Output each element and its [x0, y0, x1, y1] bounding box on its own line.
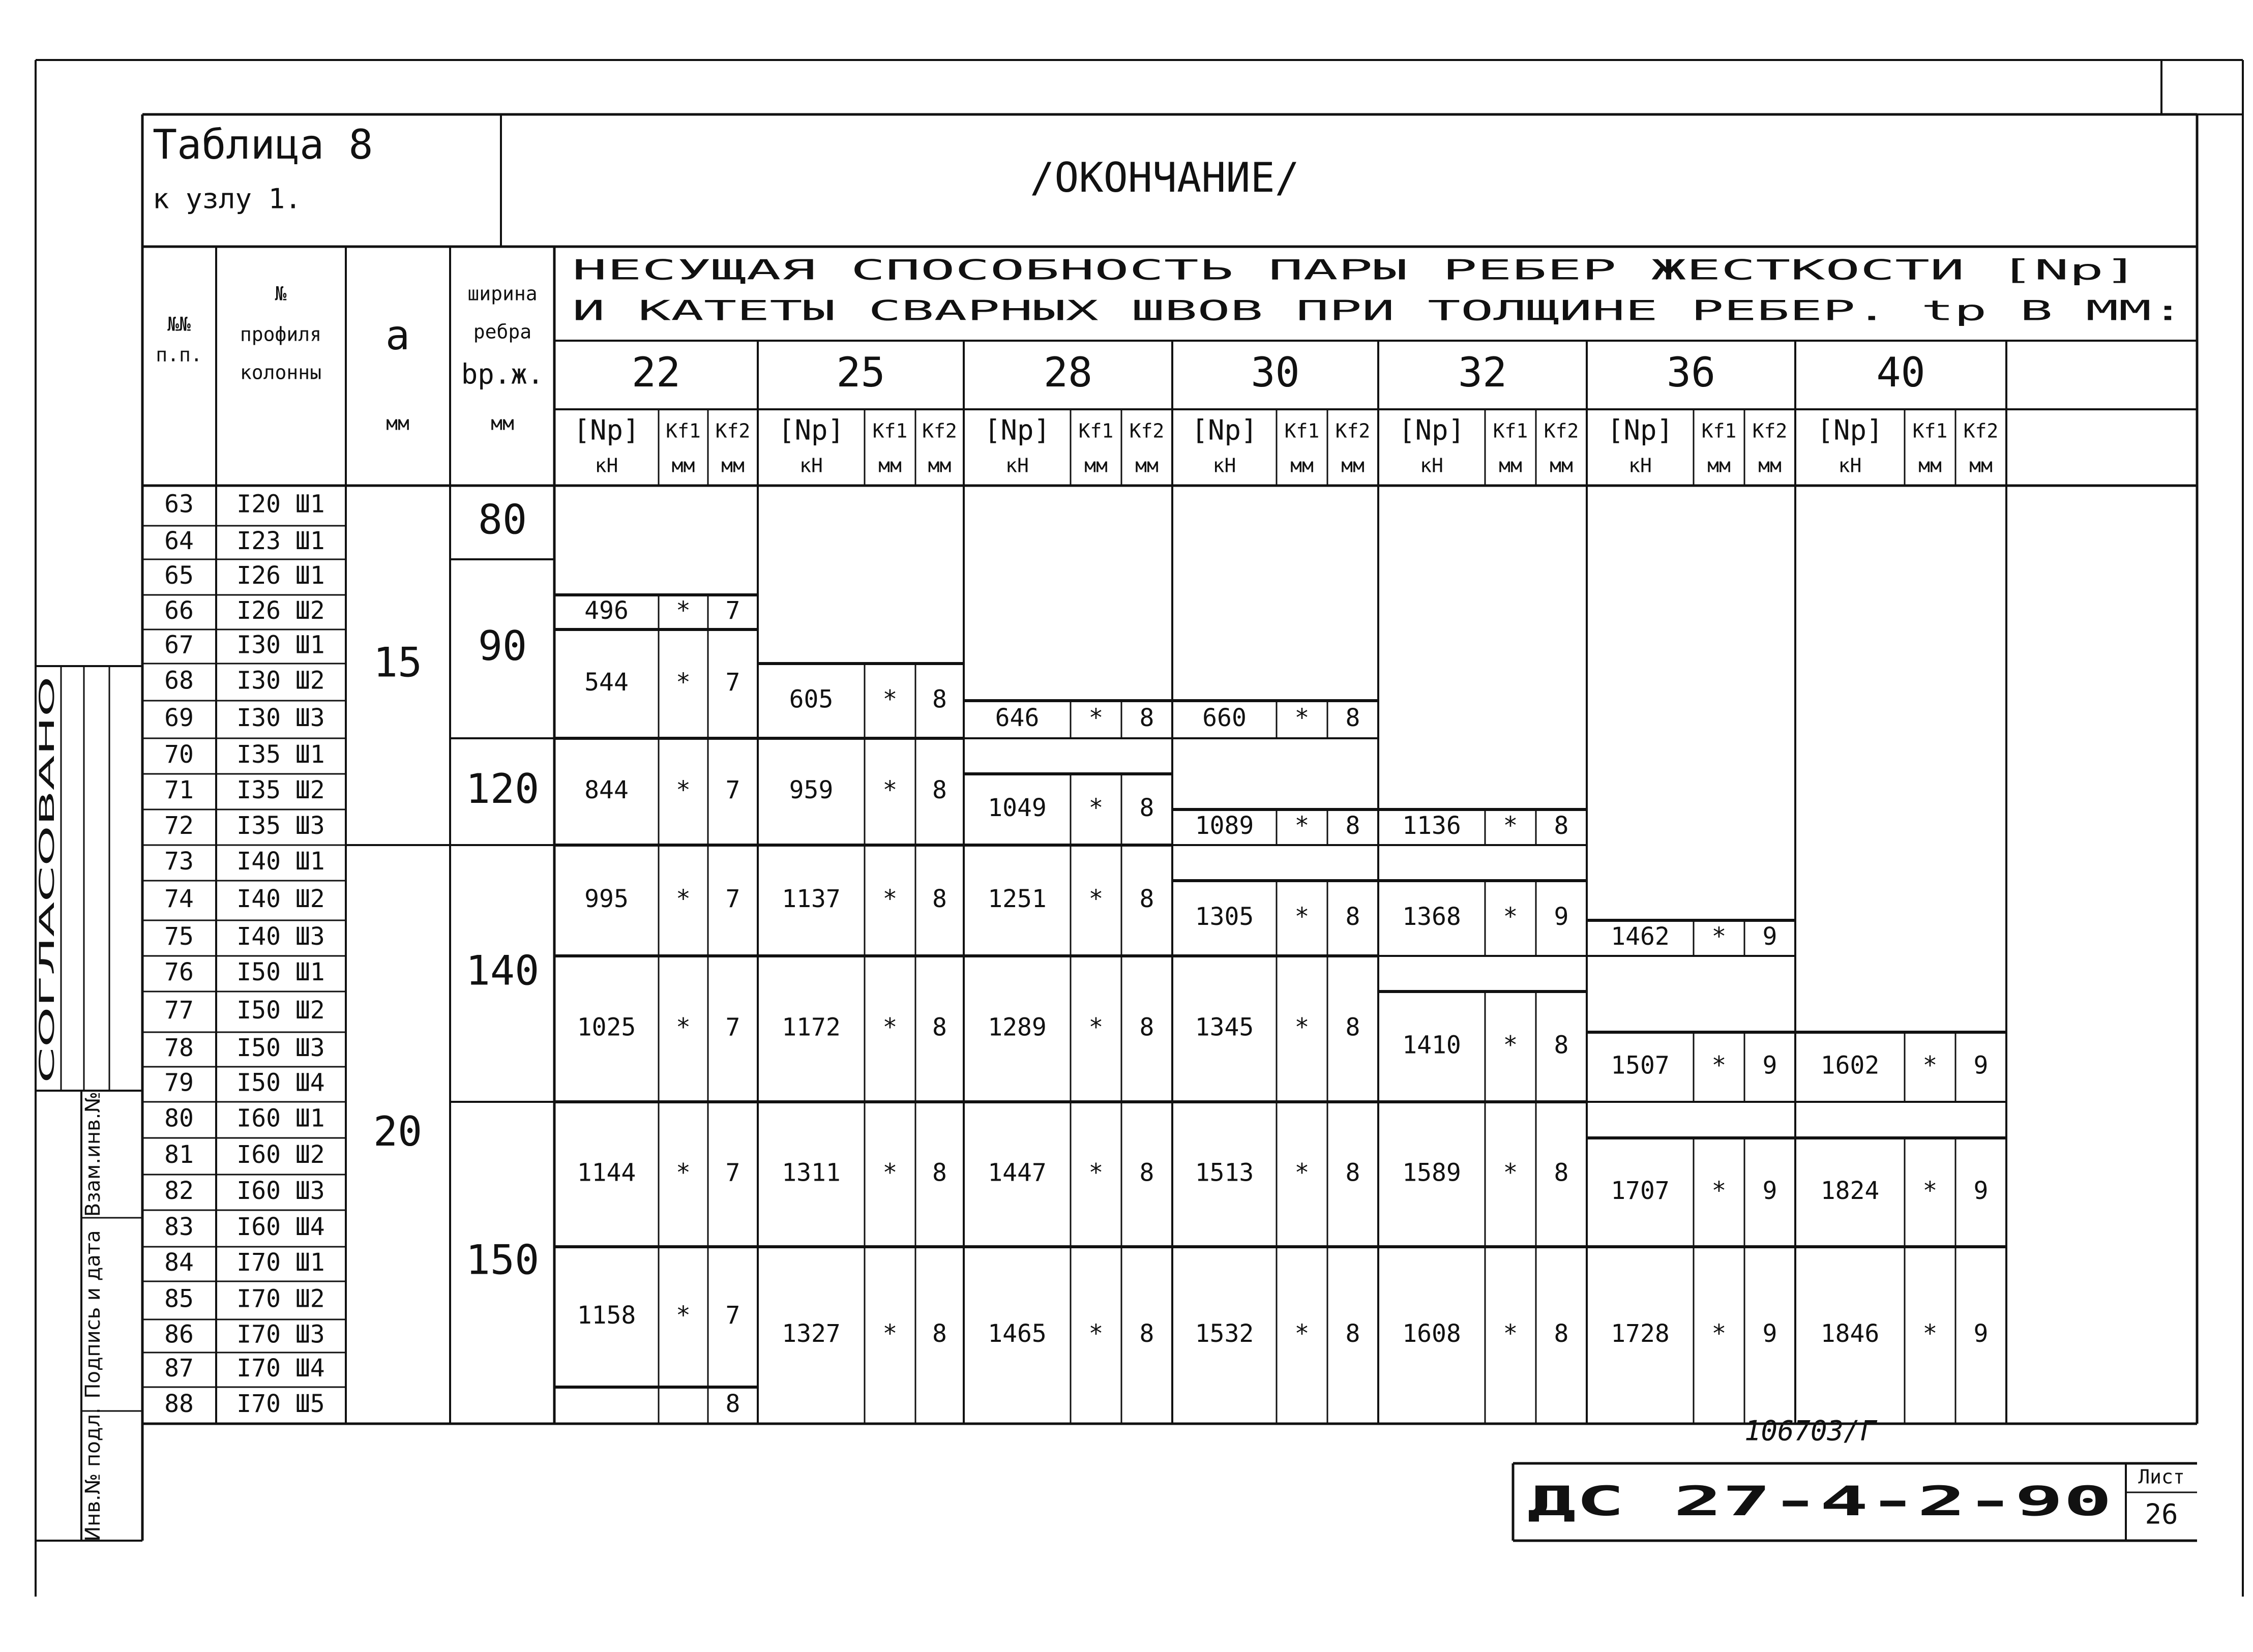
kf1-subheader: Kf1 [1284, 419, 1320, 442]
row-number: 73 [164, 847, 194, 876]
column-profile: I70 Ш5 [236, 1390, 325, 1418]
column-profile: I26 Ш1 [236, 561, 325, 590]
column-profile: I35 Ш1 [236, 740, 325, 769]
capacity-np-value: 646 [995, 704, 1040, 732]
row-number: 85 [164, 1284, 194, 1313]
row-number: 66 [164, 596, 194, 625]
np-unit: кН [1420, 454, 1443, 477]
kf1-value: * [1503, 1158, 1518, 1187]
column-profile: I60 Ш1 [236, 1104, 325, 1133]
field-signature-date: Подпись и дата [81, 1230, 105, 1399]
column-profile: I50 Ш2 [236, 996, 325, 1025]
row-number: 68 [164, 666, 194, 695]
kf2-value: 7 [725, 885, 740, 913]
thickness-40: 40 [1876, 348, 1925, 396]
thickness-36: 36 [1666, 348, 1716, 396]
thickness-22: 22 [631, 348, 681, 396]
column-profile: I30 Ш2 [236, 666, 325, 695]
kf1-value: * [1711, 1319, 1727, 1348]
kf1-value: * [1294, 1013, 1310, 1042]
kf2-value: 9 [1762, 1051, 1777, 1080]
capacity-header-line2: И КАТЕТЫ СВАРНЫХ ШВОВ ПРИ ТОЛЩИНЕ РЕБЕР. tр В ММ: [572, 294, 2184, 327]
table-grid-lines [36, 60, 2243, 1597]
kf2-value: 8 [1345, 1319, 1360, 1348]
kf2-value: 8 [1554, 812, 1569, 840]
column-profile: I23 Ш1 [236, 527, 325, 555]
a-value: 20 [373, 1107, 423, 1155]
row-number: 75 [164, 922, 194, 951]
capacity-np-value: 1410 [1402, 1031, 1461, 1060]
kf1-value: * [1088, 1013, 1104, 1042]
kf1-value: * [676, 1158, 691, 1187]
kf1-value: * [882, 1013, 898, 1042]
kf2-value: 9 [1762, 922, 1777, 951]
kf2-value: 8 [1554, 1031, 1569, 1060]
kf1-value: * [1294, 903, 1310, 931]
num-header-line1: №№ [167, 313, 191, 336]
np-subheader: [Nр] [573, 414, 640, 446]
capacity-np-value: 660 [1202, 704, 1247, 732]
kf1-value: * [882, 885, 898, 913]
kf1-value: * [1088, 885, 1104, 913]
capacity-np-value: 1089 [1195, 812, 1254, 840]
column-profile: I70 Ш4 [236, 1354, 325, 1383]
column-profile: I50 Ш3 [236, 1034, 325, 1062]
kf2-subheader: Kf2 [1335, 419, 1371, 442]
row-number: 80 [164, 1104, 194, 1133]
column-profile: I26 Ш2 [236, 596, 325, 625]
np-subheader: [Nр] [778, 414, 845, 446]
capacity-np-value: 1589 [1402, 1158, 1461, 1187]
kf1-value: * [882, 1319, 898, 1348]
kf2-value: 8 [1345, 1013, 1360, 1042]
document-code: ДС 27-4-2-90 [1527, 1477, 2112, 1525]
capacity-np-value: 1289 [988, 1013, 1047, 1042]
a-header: a [385, 311, 410, 359]
column-profile: I40 Ш2 [236, 885, 325, 913]
field-replaced-inv: Взам.инв.№ [81, 1091, 105, 1217]
kf2-value: 8 [725, 1390, 740, 1418]
capacity-np-value: 1507 [1611, 1051, 1670, 1080]
kf2-value: 8 [1345, 903, 1360, 931]
column-profile: I60 Ш2 [236, 1140, 325, 1169]
width-unit: мм [491, 412, 514, 435]
kf2-value: 8 [1345, 1158, 1360, 1187]
rib-width-value: 140 [465, 947, 540, 995]
column-profile: I60 Ш3 [236, 1177, 325, 1205]
kf2-value: 8 [1139, 794, 1154, 822]
row-number: 81 [164, 1140, 194, 1169]
kf1-subheader: Kf1 [1701, 419, 1737, 442]
kf1-value: * [1922, 1319, 1938, 1348]
np-subheader: [Nр] [984, 414, 1051, 446]
profile-header-line2: профиля [240, 323, 322, 346]
capacity-np-value: 1846 [1820, 1319, 1880, 1348]
kf2-value: 7 [725, 1158, 740, 1187]
capacity-np-value: 1602 [1820, 1051, 1880, 1080]
width-header-line1: ширина [467, 282, 538, 305]
kf2-unit: мм [1341, 454, 1365, 477]
np-subheader: [Nр] [1398, 414, 1465, 446]
kf2-unit: мм [1550, 454, 1573, 477]
sheet-number: 26 [2145, 1498, 2178, 1530]
kf2-value: 8 [1139, 1319, 1154, 1348]
table-header [153, 121, 2184, 477]
kf2-value: 7 [725, 596, 740, 625]
table-subtitle: к узлу 1. [153, 183, 302, 215]
capacity-np-value: 1172 [782, 1013, 841, 1042]
row-number: 88 [164, 1390, 194, 1418]
kf2-value: 8 [1139, 1158, 1154, 1187]
np-unit: кН [1628, 454, 1652, 477]
kf2-value: 9 [1973, 1319, 1989, 1348]
capacity-np-value: 1728 [1611, 1319, 1670, 1348]
kf2-value: 8 [1139, 885, 1154, 913]
kf1-value: * [1294, 1319, 1310, 1348]
row-number: 84 [164, 1248, 194, 1277]
kf2-value: 8 [932, 1013, 947, 1042]
kf2-value: 8 [1345, 812, 1360, 840]
row-number: 72 [164, 812, 194, 840]
rib-width-value: 150 [465, 1236, 540, 1284]
kf1-value: * [1922, 1051, 1938, 1080]
np-unit: кН [1212, 454, 1236, 477]
row-number: 74 [164, 885, 194, 913]
column-profile: I20 Ш1 [236, 490, 325, 519]
kf2-value: 9 [1762, 1177, 1777, 1205]
kf2-subheader: Kf2 [1129, 419, 1165, 442]
kf2-value: 9 [1973, 1051, 1989, 1080]
kf1-unit: мм [1084, 454, 1108, 477]
kf2-value: 9 [1973, 1177, 1989, 1205]
capacity-np-value: 1137 [782, 885, 841, 913]
row-number: 70 [164, 740, 194, 769]
kf2-unit: мм [721, 454, 745, 477]
np-subheader: [Nр] [1191, 414, 1258, 446]
kf1-value: * [1503, 812, 1518, 840]
field-inv-number: Инв.№ подл. [81, 1407, 105, 1542]
kf1-value: * [1503, 1031, 1518, 1060]
kf2-subheader: Kf2 [1752, 419, 1788, 442]
capacity-np-value: 1136 [1402, 812, 1461, 840]
kf1-value: * [1088, 1319, 1104, 1348]
row-number: 86 [164, 1320, 194, 1349]
kf1-value: * [676, 1013, 691, 1042]
capacity-np-value: 1465 [988, 1319, 1047, 1348]
kf2-value: 8 [1139, 1013, 1154, 1042]
thickness-32: 32 [1458, 348, 1507, 396]
capacity-np-value: 1462 [1611, 922, 1670, 951]
capacity-np-value: 544 [584, 668, 629, 697]
kf1-value: * [1503, 1319, 1518, 1348]
table-title: Таблица 8 [153, 121, 373, 168]
profile-header-line1: № [275, 282, 287, 305]
capacity-np-value: 1345 [1195, 1013, 1254, 1042]
capacity-np-value: 1513 [1195, 1158, 1254, 1187]
capacity-np-value: 496 [584, 596, 629, 625]
capacity-np-value: 1824 [1820, 1177, 1880, 1205]
column-profile: I70 Ш1 [236, 1248, 325, 1277]
kf1-value: * [1711, 1177, 1727, 1205]
capacity-np-value: 1049 [988, 794, 1047, 822]
capacity-np-value: 1311 [782, 1158, 841, 1187]
kf1-value: * [676, 776, 691, 804]
capacity-np-value: 844 [584, 776, 629, 804]
np-unit: кН [799, 454, 823, 477]
column-profile: I35 Ш3 [236, 812, 325, 840]
rib-width-value: 80 [478, 496, 527, 544]
thickness-30: 30 [1251, 348, 1300, 396]
kf2-value: 8 [932, 1158, 947, 1187]
rib-width-value: 90 [478, 622, 527, 670]
kf1-subheader: Kf1 [1493, 419, 1528, 442]
kf2-subheader: Kf2 [1544, 419, 1579, 442]
kf1-unit: мм [671, 454, 695, 477]
kf1-subheader: Kf1 [1078, 419, 1114, 442]
kf1-value: * [676, 596, 691, 625]
kf2-value: 7 [725, 776, 740, 804]
capacity-np-value: 1144 [577, 1158, 636, 1187]
archive-number: 106703/Г [1744, 1415, 1877, 1447]
kf2-unit: мм [1135, 454, 1159, 477]
a-value: 15 [373, 639, 423, 686]
np-subheader: [Nр] [1607, 414, 1674, 446]
row-number: 67 [164, 630, 194, 659]
kf2-unit: мм [928, 454, 952, 477]
agreed-stamp: СОГЛАСОВАНО [36, 921, 59, 1083]
capacity-np-value: 1447 [988, 1158, 1047, 1187]
column-profile: I40 Ш1 [236, 847, 325, 876]
kf1-unit: мм [878, 454, 902, 477]
kf1-value: * [676, 668, 691, 697]
kf1-value: * [882, 1158, 898, 1187]
column-profile: I40 Ш3 [236, 922, 325, 951]
kf1-subheader: Kf1 [1912, 419, 1948, 442]
kf2-value: 8 [932, 885, 947, 913]
kf2-value: 8 [1554, 1158, 1569, 1187]
kf2-value: 7 [725, 1013, 740, 1042]
width-header-line2: ребра [473, 320, 532, 343]
row-number: 71 [164, 776, 194, 804]
kf2-value: 7 [725, 1301, 740, 1330]
kf1-value: * [1088, 794, 1104, 822]
kf1-value: * [882, 776, 898, 804]
row-number: 82 [164, 1177, 194, 1205]
kf1-unit: мм [1499, 454, 1522, 477]
kf1-value: * [1088, 704, 1104, 732]
row-number: 87 [164, 1354, 194, 1383]
thickness-25: 25 [836, 348, 885, 396]
capacity-np-value: 1608 [1402, 1319, 1461, 1348]
kf1-value: * [1922, 1177, 1938, 1205]
kf2-subheader: Kf2 [1963, 419, 1999, 442]
num-header-line2: п.п. [156, 343, 202, 366]
kf2-value: 8 [1345, 704, 1360, 732]
capacity-np-value: 1251 [988, 885, 1047, 913]
row-number: 83 [164, 1213, 194, 1241]
row-number: 79 [164, 1068, 194, 1097]
capacity-np-value: 605 [789, 685, 834, 714]
kf2-subheader: Kf2 [922, 419, 957, 442]
rib-width-value: 120 [465, 765, 540, 813]
capacity-np-value: 1305 [1195, 903, 1254, 931]
sheet-label: Лист [2138, 1465, 2185, 1488]
column-profile: I30 Ш3 [236, 704, 325, 732]
column-profile: I30 Ш1 [236, 630, 325, 659]
kf1-unit: мм [1918, 454, 1942, 477]
a-unit: мм [386, 412, 409, 435]
capacity-np-value: 1158 [577, 1301, 636, 1330]
kf2-subheader: Kf2 [715, 419, 751, 442]
capacity-np-value: 959 [789, 776, 834, 804]
capacity-np-value: 1532 [1195, 1319, 1254, 1348]
table-body [164, 490, 1988, 1419]
row-number: 76 [164, 958, 194, 986]
kf1-unit: мм [1290, 454, 1314, 477]
kf1-value: * [1088, 1158, 1104, 1187]
np-unit: кН [1005, 454, 1029, 477]
row-number: 63 [164, 490, 194, 519]
kf1-value: * [676, 1301, 691, 1330]
capacity-header-line1: НЕСУЩАЯ СПОСОБНОСТЬ ПАРЫ РЕБЕР ЖЕСТКОСТИ [Nр] [572, 254, 2139, 286]
kf1-subheader: Kf1 [666, 419, 701, 442]
kf2-unit: мм [1969, 454, 1993, 477]
column-profile: I70 Ш3 [236, 1320, 325, 1349]
row-number: 65 [164, 561, 194, 590]
kf2-value: 8 [932, 1319, 947, 1348]
kf1-subheader: Kf1 [872, 419, 908, 442]
column-profile: I50 Ш1 [236, 958, 325, 986]
kf2-value: 8 [1139, 704, 1154, 732]
kf1-value: * [1294, 704, 1310, 732]
capacity-np-value: 1327 [782, 1319, 841, 1348]
kf2-value: 8 [1554, 1319, 1569, 1348]
capacity-np-value: 1368 [1402, 903, 1461, 931]
width-symbol: bр.ж. [461, 358, 544, 391]
column-profile: I50 Ш4 [236, 1068, 325, 1097]
kf1-value: * [882, 685, 898, 714]
row-number: 77 [164, 996, 194, 1025]
capacity-np-value: 1707 [1611, 1177, 1670, 1205]
column-profile: I60 Ш4 [236, 1213, 325, 1241]
np-unit: кН [595, 454, 618, 477]
kf2-value: 8 [932, 685, 947, 714]
row-number: 69 [164, 704, 194, 732]
kf1-value: * [1711, 922, 1727, 951]
kf2-value: 9 [1554, 903, 1569, 931]
column-profile: I35 Ш2 [236, 776, 325, 804]
kf1-unit: мм [1707, 454, 1731, 477]
capacity-np-value: 995 [584, 885, 629, 913]
thickness-28: 28 [1043, 348, 1093, 396]
kf2-value: 9 [1762, 1319, 1777, 1348]
kf2-value: 8 [932, 776, 947, 804]
sheet-annotations [36, 676, 2185, 1542]
kf2-unit: мм [1758, 454, 1782, 477]
np-subheader: [Nр] [1817, 414, 1883, 446]
kf1-value: * [1503, 903, 1518, 931]
kf1-value: * [676, 885, 691, 913]
continuation-label: /ОКОНЧАНИЕ/ [1030, 154, 1299, 201]
kf1-value: * [1294, 812, 1310, 840]
row-number: 78 [164, 1034, 194, 1062]
profile-header-line3: колонны [240, 361, 322, 384]
row-number: 64 [164, 527, 194, 555]
np-unit: кН [1838, 454, 1862, 477]
capacity-np-value: 1025 [577, 1013, 636, 1042]
column-profile: I70 Ш2 [236, 1284, 325, 1313]
kf2-value: 7 [725, 668, 740, 697]
kf1-value: * [1294, 1158, 1310, 1187]
kf1-value: * [1711, 1051, 1727, 1080]
